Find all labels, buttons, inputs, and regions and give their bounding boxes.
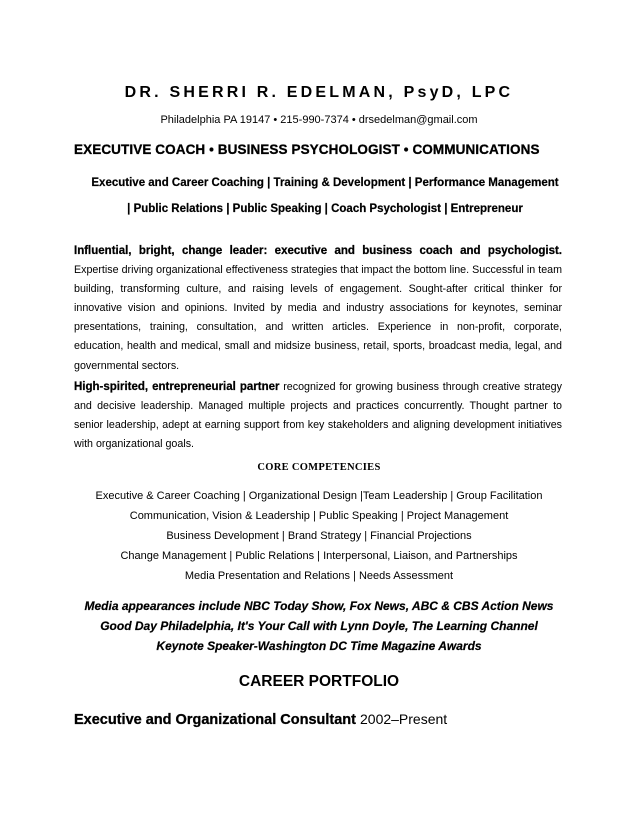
competency-line: Communication, Vision & Leadership | Public Speaking | Project Management — [129, 510, 509, 522]
competency-line: Change Management | Public Relations | Interpersonal, Liaison, and Partnerships — [120, 550, 518, 562]
contact-info: Philadelphia PA 19147 • 215-990-7374 • drsedelman@gmail.com — [160, 114, 478, 126]
job-title: Executive and Organizational Consultant — [74, 712, 356, 728]
summary-1-lead: Influential, bright, change leader: executive and business coach and psychologist. — [74, 245, 562, 257]
summary-1-body: Expertise driving organizational effectiveness strategies that impact the bottom line. Successful in team building, transforming culture, and raising levels of engagement. Sought-after critical thinker for innovative vision and opinions. Invited by media and industry associations for keynotes, seminar presentations, training, consultation, and written articles. Experience in non-profit, corporate, education, health and medical, small and midsize business, retail, sports, broadcast media, legal, and governmental sectors. — [74, 264, 562, 372]
candidate-name: DR. SHERRI R. EDELMAN, PsyD, LPC — [124, 84, 514, 101]
core-competencies-list — [50, 486, 588, 586]
career-portfolio-heading: CAREER PORTFOLIO — [238, 673, 400, 690]
media-appearances — [40, 596, 598, 656]
competency-line: Executive & Career Coaching | Organizational Design |Team Leadership | Group Facilitation — [95, 490, 543, 502]
core-competencies-title: CORE COMPETENCIES — [257, 462, 381, 473]
summary-2-lead: High-spirited, entrepreneurial partner — [74, 381, 280, 393]
media-line: Keynote Speaker-Washington DC Time Magazine Awards — [156, 639, 482, 653]
job-entry — [74, 711, 447, 729]
competency-line: Business Development | Brand Strategy | Financial Projections — [166, 530, 472, 542]
media-line: Good Day Philadelphia, It's Your Call with Lynn Doyle, The Learning Channel — [100, 619, 538, 633]
competency-line: Media Presentation and Relations | Needs Assessment — [184, 570, 454, 582]
job-dates: 2002–Present — [360, 711, 448, 727]
professional-headline: EXECUTIVE COACH • BUSINESS PSYCHOLOGIST • COMMUNICATIONS — [74, 142, 540, 157]
media-line: Media appearances include NBC Today Show, Fox News, ABC & CBS Action News — [84, 599, 554, 613]
summary-2-body: recognized for growing business through creative strategy and decisive leadership. Managed multiple projects and practices concurrently. Thought partner to senior leadership, adept at earning support from key stakeholders and aligning development initiatives with organizational goals. — [74, 381, 562, 451]
summary-paragraph-1 — [74, 242, 562, 376]
specialties-tagline: Executive and Career Coaching | Training & Development | Performance Management | Public Relations | Public Speaking | Coach Psychologist | Entrepreneur — [91, 177, 559, 215]
summary-paragraph-2 — [74, 378, 562, 454]
